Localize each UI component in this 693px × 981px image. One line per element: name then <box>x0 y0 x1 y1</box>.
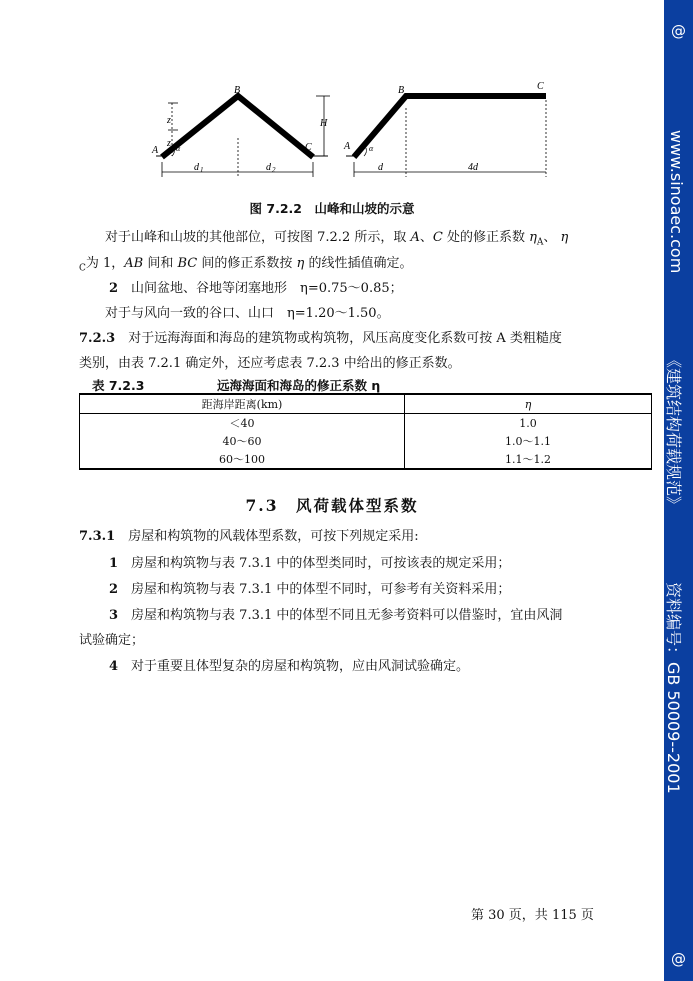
cell-eta: 1.1～1.2 <box>405 450 652 469</box>
table-number: 表 7.2.3 <box>92 378 145 393</box>
peak-profile <box>162 96 313 157</box>
correction-factor-table <box>79 393 652 470</box>
paragraph-2: 2 山间盆地、谷地等闭塞地形 η=0.75～0.85； <box>109 281 403 296</box>
label-d2: d <box>266 162 271 173</box>
label-d1-sub: 1 <box>200 166 204 174</box>
book-title: 《建筑结构荷载规范》 <box>664 352 683 513</box>
cell-eta: 1.0～1.1 <box>405 432 652 450</box>
label-A-right: A <box>344 141 351 152</box>
paragraph-1-line2: $_C$为 1，AB 间和 BC 间的修正系数按 η 的线性插值确定。 <box>79 256 413 274</box>
label-alpha-right: α <box>369 144 374 153</box>
label-z2: z <box>167 138 171 149</box>
label-H: H <box>320 118 328 129</box>
table-title: 远海海面和海岛的修正系数 η <box>217 378 381 393</box>
label-4d: 4d <box>468 162 478 173</box>
label-z: z <box>167 115 171 126</box>
cell-eta: 1.0 <box>405 414 652 433</box>
side-banner <box>664 0 693 981</box>
label-B-right: B <box>398 85 405 96</box>
clause-7-2-3-line2: 类别，由表 7.2.1 确定外，还应考虑表 7.2.3 中给出的修正系数。 <box>79 356 461 371</box>
header-distance: 距海岸距离(km) <box>80 394 405 414</box>
paragraph-3: 对于与风向一致的谷口、山口 η=1.20～1.50。 <box>105 306 390 321</box>
cell-distance: 60～100 <box>80 450 405 469</box>
paragraph-1-line1: 对于山峰和山坡的其他部位，可按图 7.2.2 所示，取 A、C 处的修正系数 $\eta_A$、 η <box>105 230 569 248</box>
table-row <box>80 450 652 469</box>
table-row <box>80 414 652 433</box>
site-url: www.sinoaec.com <box>667 130 686 274</box>
label-B-left: B <box>234 85 241 96</box>
slope-profile <box>354 96 546 157</box>
clause-item-4: 4 对于重要且体型复杂的房屋和构筑物，应由风洞试验确定。 <box>109 659 470 674</box>
label-C-left: C <box>305 142 312 153</box>
figure-caption: 图 7.2.2 山峰和山坡的示意 <box>249 201 415 216</box>
label-A-left: A <box>152 145 159 156</box>
clause-item-1: 1 房屋和构筑物与表 7.3.1 中的体型类同时，可按该表的规定采用； <box>109 556 511 571</box>
clause-7-2-3-line1: 7.2.3 对于远海海面和海岛的建筑物或构筑物，风压高度变化系数可按 A 类粗糙度 <box>79 331 562 346</box>
mountain-slope-diagram <box>148 78 558 188</box>
label-d: d <box>378 162 383 173</box>
clause-item-3-continued: 试验确定； <box>79 633 145 648</box>
label-alpha-left: α <box>176 144 181 153</box>
document-code: 资料编号：GB 50009--2001 <box>664 582 683 794</box>
label-d1: d <box>194 162 199 173</box>
section-title: 7.3 风荷载体型系数 <box>245 496 419 515</box>
clause-7-3-1: 7.3.1 房屋和构筑物的风载体型系数，可按下列规定采用: <box>79 529 419 544</box>
table-header-row <box>80 394 652 414</box>
label-d2-sub: 2 <box>272 166 276 174</box>
clause-item-2: 2 房屋和构筑物与表 7.3.1 中的体型不同时，可参考有关资料采用； <box>109 582 511 597</box>
at-symbol-bottom: @ <box>671 950 686 968</box>
cell-distance: 40～60 <box>80 432 405 450</box>
clause-item-3: 3 房屋和构筑物与表 7.3.1 中的体型不同且无参考资料可以借鉴时，宜由风洞 <box>109 608 563 623</box>
header-eta: η <box>405 394 652 414</box>
page-number: 第 30 页，共 115 页 <box>471 908 594 923</box>
cell-distance: ＜40 <box>80 414 405 433</box>
at-symbol-top: @ <box>671 22 686 40</box>
label-C-right: C <box>537 81 544 92</box>
table-row <box>80 432 652 450</box>
